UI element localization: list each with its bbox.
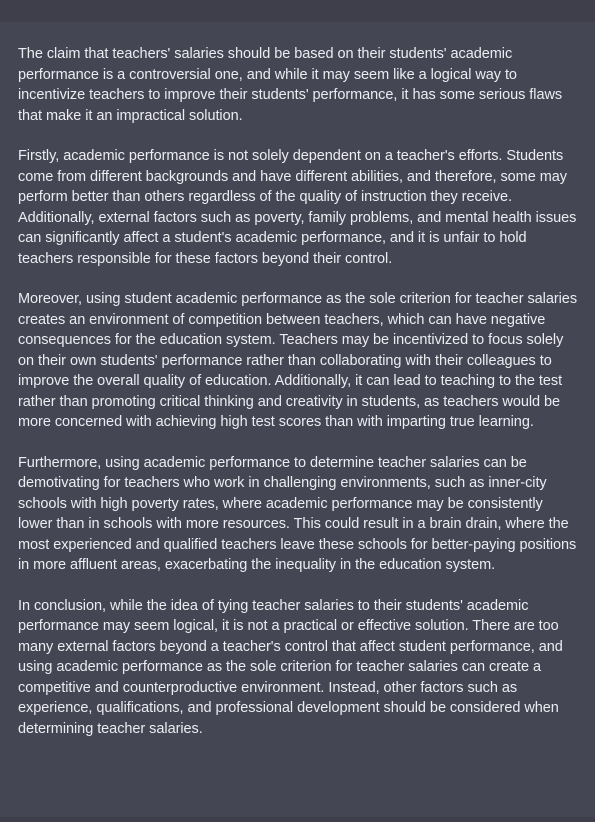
message-paragraph-1: The claim that teachers' salaries should be based on their students' academic performance is a controversial one, and while it may seem like a logical way to incentivize teachers to improve their students' performance, it has some serious flaws that make it an impractical solution. (18, 46, 563, 124)
message-paragraph-2: Firstly, academic performance is not solely dependent on a teacher's efforts. Students come from different backgrounds and have different abilities, and therefore, some may perform better than others regardless of the quality of instruction they receive. Additionally, external factors such as poverty, family problems, and mental health issues can significantly affect a student's academic performance, and it is unfair to hold teachers responsible for these factors beyond their control. (18, 148, 577, 267)
bottom-bar (0, 817, 595, 822)
message-paragraph-3: Moreover, using student academic performance as the sole criterion for teacher salaries creates an environment of competition between teachers, which can have negative consequences for the education system. Teachers may be incentivized to focus solely on their own students' performance rather than collaborating with their colleagues to improve the overall quality of education. Additionally, it can lead to teaching to the test rather than promoting critical thinking and creativity in students, as teachers would be more concerned with achieving high test scores than with imparting true learning. (18, 291, 578, 430)
assistant-message (0, 22, 595, 817)
top-bar (0, 0, 595, 22)
message-paragraph-5: In conclusion, while the idea of tying teacher salaries to their students' academic performance may seem logical, it is not a practical or effective solution. There are too many external factors beyond a teacher's control that affect student performance, and using academic performance as the sole criterion for teacher salaries can create a competitive and counterproductive environment. Instead, other factors such as experience, qualifications, and professional development should be considered when determining teacher salaries. (18, 597, 563, 737)
message-paragraph-4: Furthermore, using academic performance to determine teacher salaries can be demotivating for teachers who work in challenging environments, such as inner-city schools with high poverty rates, where academic performance may be consistently lower than in schools with more resources. This could result in a brain drain, where the most experienced and qualified teachers leave these schools for better-paying positions in more affluent areas, exacerbating the inequality in the education system. (18, 454, 577, 573)
